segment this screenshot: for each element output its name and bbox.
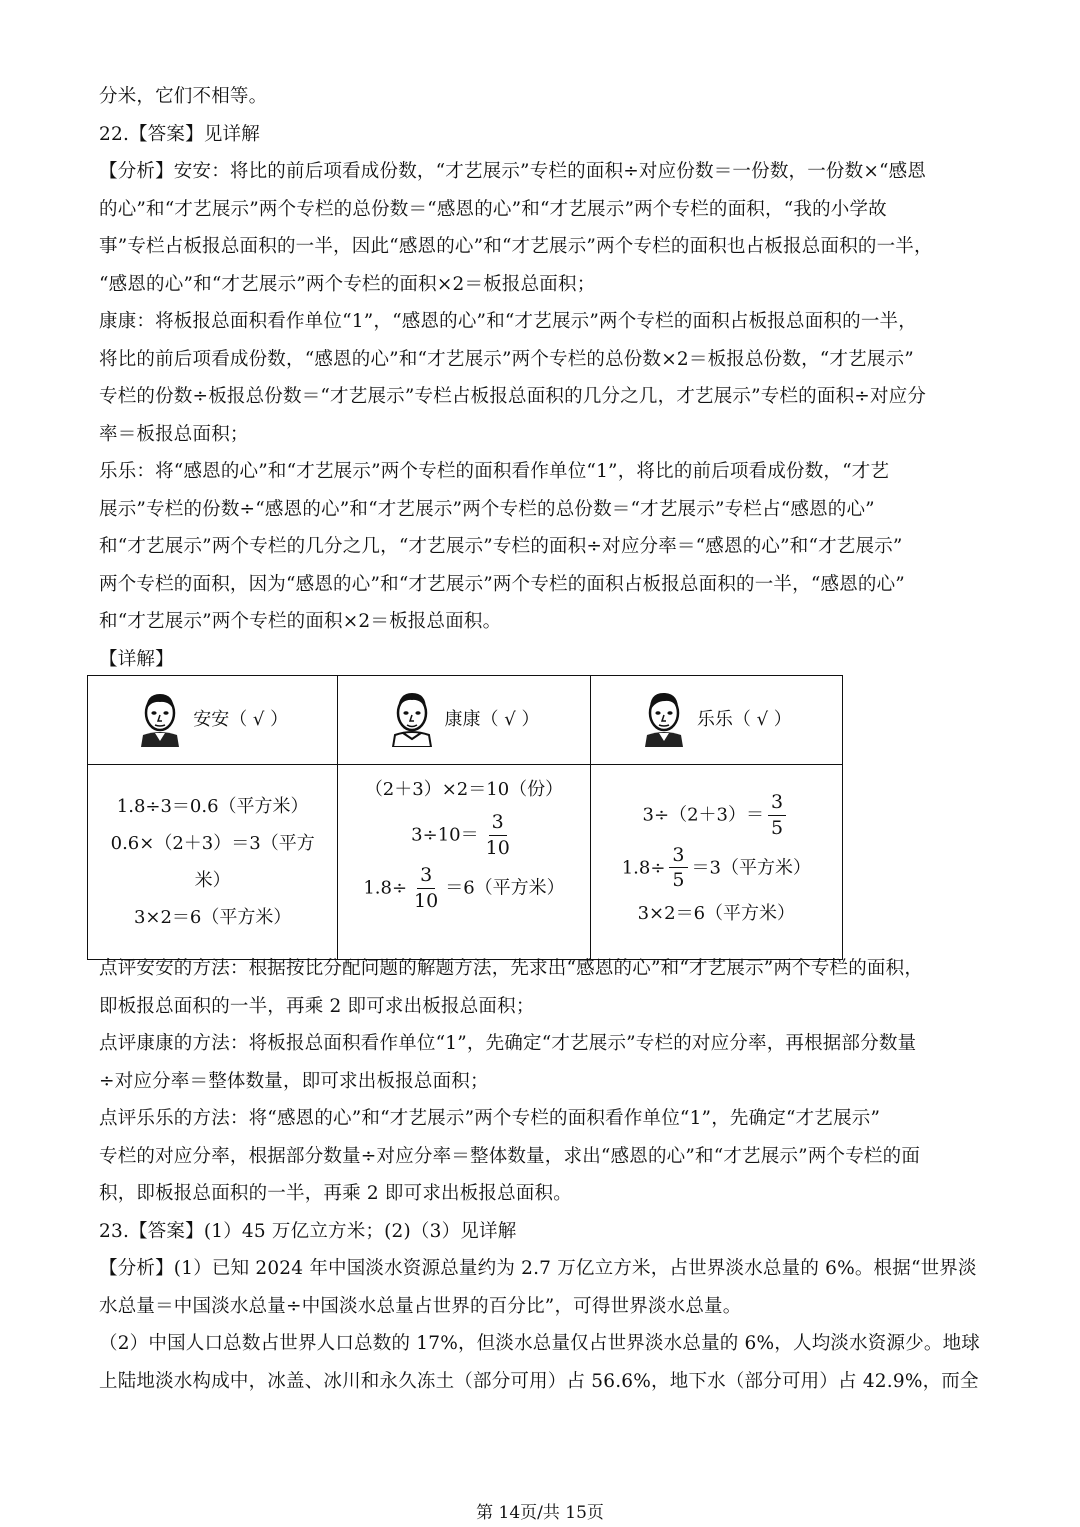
text-line: 两个专栏的面积，因为“感恩的心”和“才艺展示”两个专栏的面积占板报总面积的一半，“感恩的心”: [99, 573, 905, 595]
expr-text: ＝6（平方米）: [445, 877, 565, 899]
cell-anan: [88, 765, 338, 960]
numerator: 3: [768, 792, 786, 816]
text-line: （2）中国人口总数占世界人口总数的 17%，但淡水总量仅占世界淡水总量的 6%，人均淡水资源少。地球: [99, 1333, 981, 1354]
detail-table: [87, 675, 843, 960]
text-line: 专栏的对应分率，根据部分数量÷对应分率＝整体数量，求出“感恩的心”和“才艺展示”两个专栏的面: [99, 1145, 921, 1167]
expr-text: ＝3（平方米）: [691, 856, 811, 878]
anan-line: 3×2＝6（平方米）: [133, 907, 292, 928]
anan-line: 米）: [194, 870, 231, 891]
lele-line: 3×2＝6（平方米）: [637, 903, 796, 925]
header-anan-label: 安安（ √ ）: [193, 708, 289, 730]
header-lele: [590, 676, 842, 765]
numerator: 3: [669, 845, 687, 869]
text-line: 的心”和“才艺展示”两个专栏的总份数＝“感恩的心”和“才艺展示”两个专栏的面积，“我的小学故: [99, 198, 887, 220]
cell-lele: [590, 765, 842, 960]
expr-text: 3÷10＝: [411, 824, 479, 846]
text-line: 点评乐乐的方法：将“感恩的心”和“才艺展示”两个专栏的面积看作单位“1”，先确定“才艺展示”: [99, 1108, 881, 1129]
denominator: 10: [414, 889, 439, 912]
text-line: 点评安安的方法：根据按比分配问题的解题方法，先求出“感恩的心”和“才艺展示”两个专栏的面积，: [99, 958, 924, 979]
text-line: 事”专栏占板报总面积的一半，因此“感恩的心”和“才艺展示”两个专栏的面积也占板报总面积的一半，: [99, 236, 933, 257]
text-line: ÷对应分率＝整体数量，即可求出板报总面积；: [99, 1070, 489, 1092]
text-line: 水总量＝中国淡水总量÷中国淡水总量占世界的百分比”，可得世界淡水总量。: [99, 1295, 742, 1317]
expr-text: 1.8÷: [621, 856, 666, 878]
text-block-bottom: [99, 950, 989, 1400]
text-line: 康康：将板报总面积看作单位“1”，“感恩的心”和“才艺展示”两个专栏的面积占板报总面积的一半，: [99, 311, 917, 332]
lele-line: [591, 845, 842, 892]
text-line: “感恩的心”和“才艺展示”两个专栏的面积×2＝板报总面积；: [99, 273, 596, 295]
student-avatar-icon: [137, 689, 183, 747]
text-line: 积，即板报总面积的一半，再乘 2 即可求出板报总面积。: [99, 1183, 572, 1204]
page-footer: 第 14页/共 15页: [476, 1503, 604, 1523]
denominator: 10: [485, 836, 510, 859]
text-line: 【详解】: [99, 648, 174, 670]
text-line: 专栏的份数÷板报总份数＝“才艺展示”专栏占板报总面积的几分之几，才艺展示”专栏的面积÷对应分: [99, 386, 927, 407]
text-line: 和“才艺展示”两个专栏的面积×2＝板报总面积。: [99, 611, 502, 632]
anan-line: 0.6×（2＋3）＝3（平方: [110, 833, 315, 854]
fraction: [768, 792, 786, 839]
header-kangkang-label: 康康（ √ ）: [444, 708, 540, 730]
kangkang-line: （2＋3）×2＝10（份）: [364, 779, 564, 800]
text-line: 展示”专栏的份数÷“感恩的心”和“才艺展示”两个专栏的总份数＝“才艺展示”专栏占“感恩的心”: [99, 498, 875, 520]
header-lele-label: 乐乐（ √ ）: [696, 708, 792, 730]
header-anan: [88, 676, 338, 765]
fraction: [483, 812, 513, 859]
header-kangkang: [338, 676, 590, 765]
kangkang-line: [338, 865, 589, 912]
text-line: 23.【答案】(1）45 万亿立方米；(2)（3）见详解: [99, 1220, 517, 1242]
expr-text: 1.8÷: [363, 877, 408, 899]
text-line: 【分析】(1）已知 2024 年中国淡水资源总量约为 2.7 万亿立方米，占世界淡水总量的 6%。根据“世界淡: [99, 1258, 977, 1279]
text-line: 即板报总面积的一半，再乘 2 即可求出板报总面积；: [99, 995, 535, 1017]
text-line: 22.【答案】见详解: [99, 123, 260, 145]
student-avatar-icon: [389, 689, 435, 747]
fraction: [411, 865, 441, 912]
text-line: 【分析】安安：将比的前后项看成份数，“才艺展示”专栏的面积÷对应份数＝一份数，一份数×“感恩: [99, 161, 927, 182]
text-line: 乐乐：将“感恩的心”和“才艺展示”两个专栏的面积看作单位“1”，将比的前后项看成份数，“才艺: [99, 461, 890, 482]
fraction: [669, 845, 687, 892]
text-line: 将比的前后项看成份数，“感恩的心”和“才艺展示”两个专栏的总份数×2＝板报总份数，“才艺展示”: [99, 348, 914, 370]
denominator: 5: [672, 869, 685, 892]
kangkang-line: [338, 812, 589, 859]
text-line: 和“才艺展示”两个专栏的几分之几，“才艺展示”专栏的面积÷对应分率＝“感恩的心”和“才艺展示”: [99, 536, 903, 557]
text-line: 点评康康的方法：将板报总面积看作单位“1”，先确定“才艺展示”专栏的对应分率，再根据部分数量: [99, 1033, 917, 1054]
numerator: 3: [417, 865, 435, 889]
lele-line: [591, 792, 842, 839]
text-line: 率＝板报总面积；: [99, 423, 249, 445]
anan-line: 1.8÷3＝0.6（平方米）: [116, 796, 309, 817]
expr-text: 3÷（2＋3）＝: [642, 804, 764, 826]
cell-kangkang: [338, 765, 590, 960]
student-avatar-icon: [641, 689, 687, 747]
numerator: 3: [489, 812, 507, 836]
text-block-top: [99, 78, 989, 678]
text-line: 上陆地淡水构成中，冰盖、冰川和永久冻土（部分可用）占 56.6%，地下水（部分可用）占 42.9%，而全: [99, 1370, 979, 1392]
text-line: 分米，它们不相等。: [99, 86, 268, 107]
denominator: 5: [771, 816, 784, 839]
